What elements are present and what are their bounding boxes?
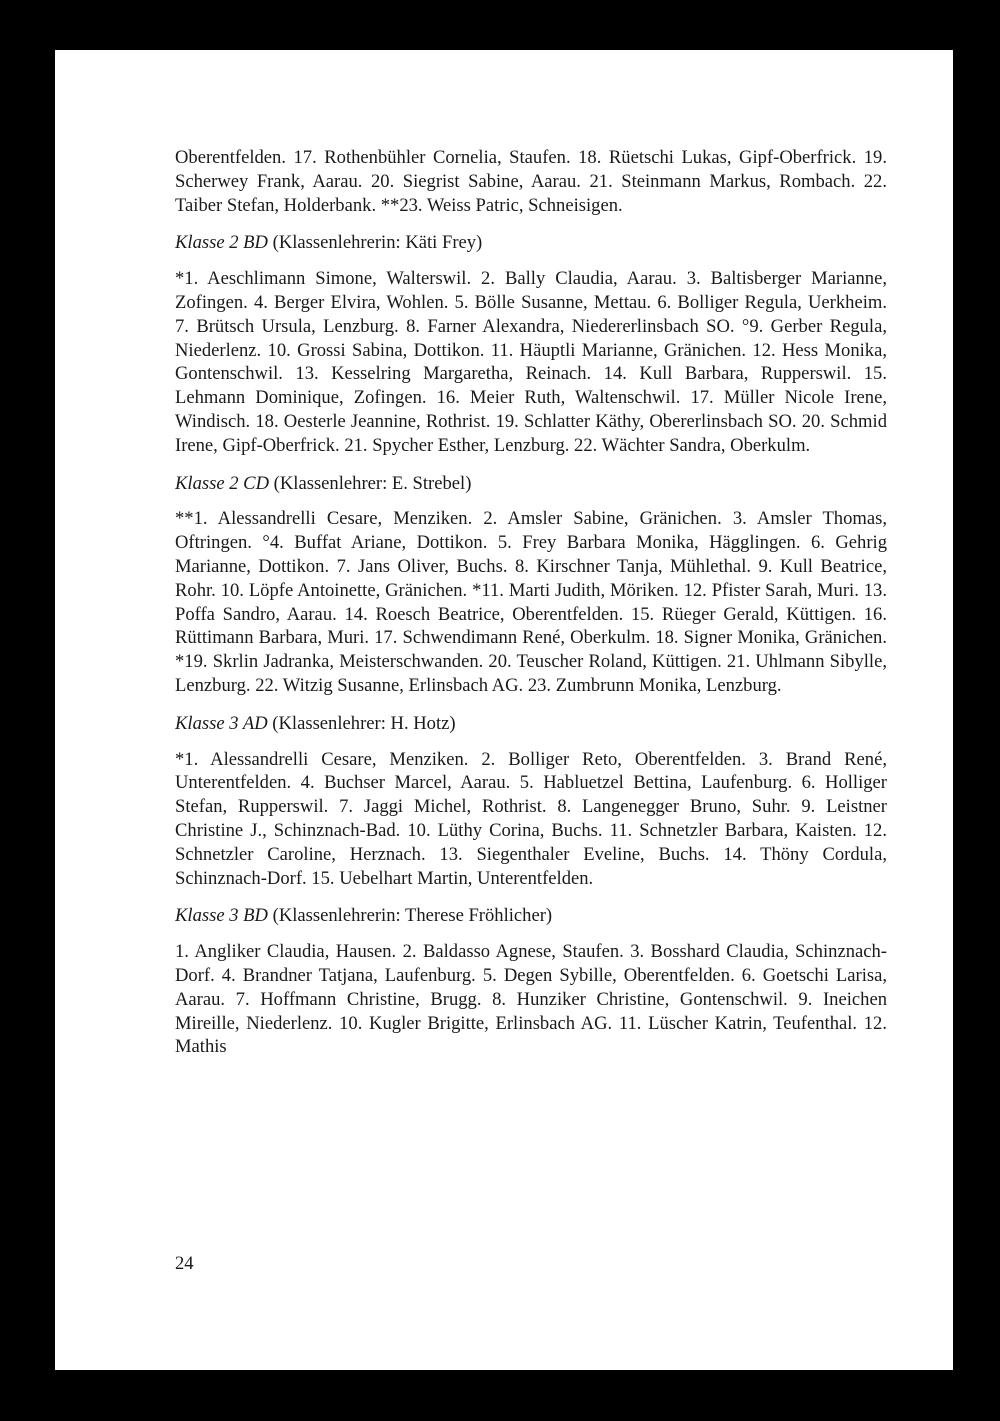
teacher-label: (Klassenlehrerin: Käti Frey): [272, 232, 483, 254]
class-label: Klasse 3 BD: [175, 905, 268, 927]
student-list-paragraph: Oberentfelden. 17. Rothenbühler Cornelia, Staufen. 18. Rüetschi Lukas, Gipf-Oberfrick. 19. Scherwey Frank, Aarau. 20. Siegrist Sabine, Aarau. 21. Steinmann Markus, Rombach. 22. Taiber Stefan, Holderbank. **23. Weiss Patric, Schneisigen.: [175, 147, 887, 216]
page-content: [175, 146, 887, 1059]
class-label: Klasse 2 BD: [175, 232, 268, 254]
class-label: Klasse 3 AD: [175, 712, 268, 734]
document-page: [55, 50, 953, 1370]
page-number: 24: [175, 1253, 194, 1274]
teacher-label: (Klassenlehrerin: Therese Fröhlicher): [272, 905, 553, 927]
class-label: Klasse 2 CD: [175, 472, 270, 494]
teacher-label: (Klassenlehrer: H. Hotz): [272, 712, 456, 734]
class-heading: [175, 712, 887, 736]
student-list-paragraph: **1. Alessandrelli Cesare, Menziken. 2. Amsler Sabine, Gränichen. 3. Amsler Thomas, Oftringen. °4. Buffat Ariane, Dottikon. 5. Frey Barbara Monika, Hägglingen. 6. Gehrig Marianne, Dottikon. 7. Jans Oliver, Buchs. 8. Kirschner Tanja, Mühlethal. 9. Kull Beatrice, Rohr. 10. Löpfe Antoinette, Gränichen. *11. Marti Judith, Möriken. 12. Pfister Sarah, Muri. 13. Poffa Sandro, Aarau. 14. Roesch Beatrice, Oberentfelden. 15. Rüeger Gerald, Küttigen. 16. Rüttimann Barbara, Muri. 17. Schwendimann René, Oberkulm. 18. Signer Monika, Gränichen. *19. Skrlin Jadranka, Meisterschwanden. 20. Teuscher Roland, Küttigen. 21. Uhlmann Sibylle, Lenzburg. 22. Witzig Susanne, Erlinsbach AG. 23. Zumbrunn Monika, Lenzburg.: [175, 508, 887, 696]
class-heading: [175, 904, 887, 928]
student-list-paragraph: *1. Aeschlimann Simone, Walterswil. 2. Bally Claudia, Aarau. 3. Baltisberger Marianne, Zofingen. 4. Berger Elvira, Wohlen. 5. Bölle Susanne, Mettau. 6. Bolliger Regula, Uerkheim. 7. Brütsch Ursula, Lenzburg. 8. Farner Alexandra, Niedererlinsbach SO. °9. Gerber Regula, Niederlenz. 10. Grossi Sabina, Dottikon. 11. Häuptli Marianne, Gränichen. 12. Hess Monika, Gontenschwil. 13. Kesselring Margaretha, Reinach. 14. Kull Barbara, Rupperswil. 15. Lehmann Dominique, Zofingen. 16. Meier Ruth, Waltenschwil. 17. Müller Nicole Irene, Windisch. 18. Oesterle Jeannine, Rothrist. 19. Schlatter Käthy, Obererlinsbach SO. 20. Schmid Irene, Gipf-Oberfrick. 21. Spycher Esther, Lenzburg. 22. Wächter Sandra, Oberkulm.: [175, 268, 887, 456]
student-list-paragraph: *1. Alessandrelli Cesare, Menziken. 2. Bolliger Reto, Oberentfelden. 3. Brand René, Unterentfelden. 4. Buchser Marcel, Aarau. 5. Habluetzel Bettina, Laufenburg. 6. Holliger Stefan, Rupperswil. 7. Jaggi Michel, Rothrist. 8. Langenegger Bruno, Suhr. 9. Leistner Christine J., Schinznach-Bad. 10. Lüthy Corina, Buchs. 11. Schnetzler Barbara, Kaisten. 12. Schnetzler Caroline, Herznach. 13. Siegenthaler Eveline, Buchs. 14. Thöny Cordula, Schinznach-Dorf. 15. Uebelhart Martin, Unterentfelden.: [175, 748, 887, 889]
class-heading: [175, 231, 887, 255]
student-list-paragraph: 1. Angliker Claudia, Hausen. 2. Baldasso Agnese, Staufen. 3. Bosshard Claudia, Schinznach-Dorf. 4. Brandner Tatjana, Laufenburg. 5. Degen Sybille, Oberentfelden. 6. Goetschi Larisa, Aarau. 7. Hoffmann Christine, Brugg. 8. Hunziker Christine, Gontenschwil. 9. Ineichen Mireille, Niederlenz. 10. Kugler Brigitte, Erlinsbach AG. 11. Lüscher Katrin, Teufenthal. 12. Mathis: [175, 941, 887, 1058]
class-heading: [175, 472, 887, 496]
teacher-label: (Klassenlehrer: E. Strebel): [273, 472, 472, 494]
